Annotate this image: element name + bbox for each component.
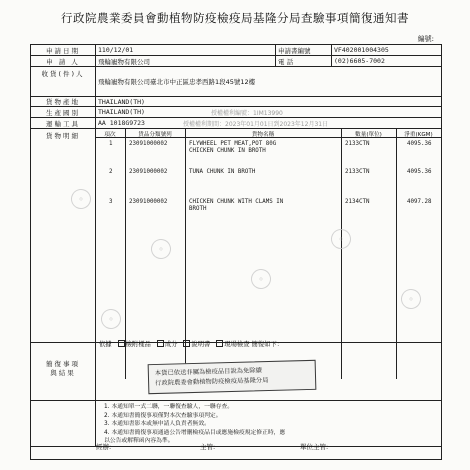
goods-row-3-weight: 4097.28 <box>407 199 432 205</box>
apply-date-value: 110/12/01 <box>98 46 134 54</box>
emblem-watermark-icon: ◎ <box>68 186 94 212</box>
goods-header-name: 貨物名稱 <box>251 131 275 138</box>
basis-lead: 依據 <box>99 341 112 348</box>
form-sheet <box>30 44 442 460</box>
goods-row-1-name-line2: CHICKEN CHUNK IN BROTH <box>189 148 266 154</box>
row-origin <box>31 97 441 107</box>
goods-row-2-name-line1: TUNA CHUNK IN BROTH <box>189 169 256 175</box>
goods-header-qty: 數量(單位) <box>355 131 382 138</box>
goods-row-1-code: 23091000002 <box>129 141 168 147</box>
serial-label: 編號: <box>417 35 434 43</box>
stamp-line-2: 行政院農委會動植物防疫檢疫局基隆分局 <box>155 377 269 388</box>
emblem-watermark-icon: ◎ <box>328 226 354 252</box>
handler-label: 經辦: <box>96 443 112 451</box>
row-production-country <box>31 107 441 118</box>
goods-row-1-qty: 2133CTN <box>345 141 370 147</box>
checkbox-ingredient[interactable] <box>157 340 164 347</box>
transport-value: AA 1018G9723 <box>98 119 145 127</box>
goods-header-weight: 淨重(KGM) <box>404 131 433 138</box>
note-2: 2. 本通知書簡復事項僅對本次查驗事項判定。 <box>104 412 222 419</box>
basis-sample-label: 檢附樣品 <box>125 341 151 348</box>
goods-section <box>31 129 441 343</box>
basis-manual-label: 說明書 <box>191 341 211 348</box>
notes-list <box>104 403 285 446</box>
row-consignee <box>31 67 441 97</box>
goods-header-row <box>95 129 441 138</box>
chief-label: 單位主管: <box>300 443 329 451</box>
consignee-value: 飛輪寵物有限公司臺北市中正區忠孝西路1段45號12樓 <box>98 78 256 86</box>
emblem-watermark-icon: ◎ <box>248 266 274 292</box>
application-no-value: VF402001004305 <box>334 46 389 54</box>
basis-reply-label: 簡復如下： <box>251 341 284 348</box>
watermark-license-period: 授權權利期間：2023年01月01日到2023年12月31日 <box>183 121 329 128</box>
note-3: 3. 本通知書影本或無申請人負責者無效。 <box>104 421 210 427</box>
goods-row-2-no: 2 <box>109 169 113 175</box>
goods-row-3-qty: 2134CTN <box>345 199 370 205</box>
phone-value: (02)6605-7002 <box>334 57 385 65</box>
quarantine-stamp <box>148 360 317 394</box>
goods-row-1-no: 1 <box>109 141 113 147</box>
goods-row-1-name-line1: FLYWHEEL PET MEAT,POT 80G <box>189 141 277 147</box>
row-applicant <box>31 56 441 67</box>
basis-onsite-label: 現場檢查 <box>224 341 250 348</box>
goods-row-2-qty: 2133CTN <box>345 169 370 175</box>
production-country-value: THAILAND(TH) <box>98 108 145 116</box>
goods-row-3-code: 23091000002 <box>129 199 168 205</box>
goods-row-3-no: 3 <box>109 199 113 205</box>
application-no-label: 申請書編號 <box>278 46 311 55</box>
phone-label: 電 話 <box>278 57 294 66</box>
goods-row-1-weight: 4095.36 <box>407 141 432 147</box>
emblem-watermark-icon: ◎ <box>398 286 424 312</box>
transport-label: 運輸工具 <box>46 119 80 128</box>
checkbox-manual[interactable] <box>183 340 190 347</box>
note-4: 4. 本通知書簡復事項通過公告增刪檢疫品目或應施檢疫規定修正時，應 <box>104 429 286 436</box>
goods-header-code: 貨品分類號列 <box>138 131 172 138</box>
note-5: 以公告或解釋函內容為準。 <box>104 438 174 444</box>
goods-info-label: 貨物明細 <box>46 132 80 140</box>
applicant-label: 申 請 人 <box>46 57 80 66</box>
goods-row-3-name-line2: BROTH <box>189 206 207 212</box>
apply-date-label: 申請日期 <box>46 46 80 55</box>
goods-row-2-weight: 4095.36 <box>407 169 432 175</box>
goods-header-no: 項次 <box>104 131 116 138</box>
production-country-label: 生產國別 <box>46 108 80 117</box>
supervisor-label: 主管: <box>200 443 216 451</box>
checkbox-onsite[interactable] <box>216 340 223 347</box>
reply-label: 簡復事項 與結果 <box>46 359 80 377</box>
note-1: 1. 本通知單一式二聯，一聯復查驗人，一聯存查。 <box>104 404 234 410</box>
checkbox-sample[interactable] <box>118 340 125 347</box>
stamp-line-1: 本貨已依送非屬為檢疫品目說為免除續 <box>154 367 262 378</box>
row-apply-date <box>31 45 441 56</box>
row-transport <box>31 118 441 129</box>
goods-row-3-name-line1: CHICKEN CHUNK WITH CLAMS IN <box>189 199 284 205</box>
applicant-value: 飛輪寵物有限公司 <box>98 57 150 66</box>
document-title: 行政院農業委員會動植物防疫檢疫局基隆分局查驗事項簡復通知書 <box>61 11 409 25</box>
basis-line <box>99 339 283 348</box>
goods-row-2-code: 23091000002 <box>129 169 168 175</box>
origin-value: THAILAND(TH) <box>98 97 145 106</box>
watermark-license-no: 授權權利編號：1IM13990 <box>211 110 283 117</box>
basis-ingredient-label: 成分 <box>164 341 178 348</box>
consignee-label: 收貨(件)人 <box>41 70 85 78</box>
emblem-watermark-icon: ◎ <box>148 236 174 262</box>
emblem-watermark-icon: ◎ <box>98 306 124 332</box>
origin-label: 貨物產地 <box>46 98 80 106</box>
